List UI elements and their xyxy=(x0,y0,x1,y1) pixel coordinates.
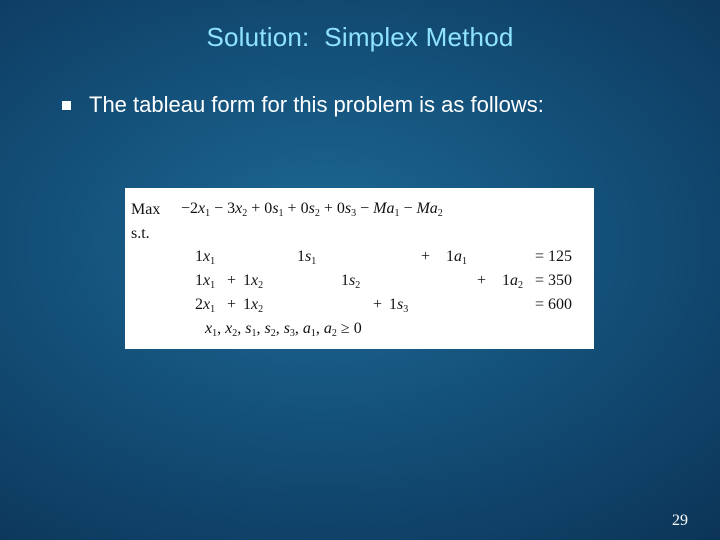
nonnegativity-constraint: $x_1$, $x_2$, $s_1$, $s_2$, $s_3$, $a_1$, $a_2 \ge 0$ xyxy=(205,320,362,339)
objective-expression: $-2x_1 - 3x_2 + 0s_1 + 0s_2 + 0s_3 - Ma_1 - Ma_2$ xyxy=(181,200,443,219)
slide-title: Solution: Simplex Method xyxy=(206,22,514,52)
square-bullet-icon xyxy=(62,101,71,110)
bullet-item xyxy=(62,92,702,118)
objective-label: Max xyxy=(131,201,161,218)
subject-to-label: s.t. xyxy=(131,225,150,242)
page-number: 29 xyxy=(672,512,688,529)
bullet-text: The tableau form for this problem is as follows: xyxy=(89,92,544,117)
tableau-image: Max $-2x_1 - 3x_2 + 0s_1 + 0s_2 + 0s_3 - Ma_1 - Ma_2$ s.t. $1x_1$ $1s_1$ + $1a_1$ = 125 $1x_1$ + $1x_2$ $1s_2$ + $1a_2$ = 350 $2x_1$ + $1x_2$ + $1s_3$ = 600 $x_1$, $x_2$, $s_1$, $s_2$, $s_3$, $a_1$, $a_2 \ge 0$ xyxy=(125,188,594,349)
